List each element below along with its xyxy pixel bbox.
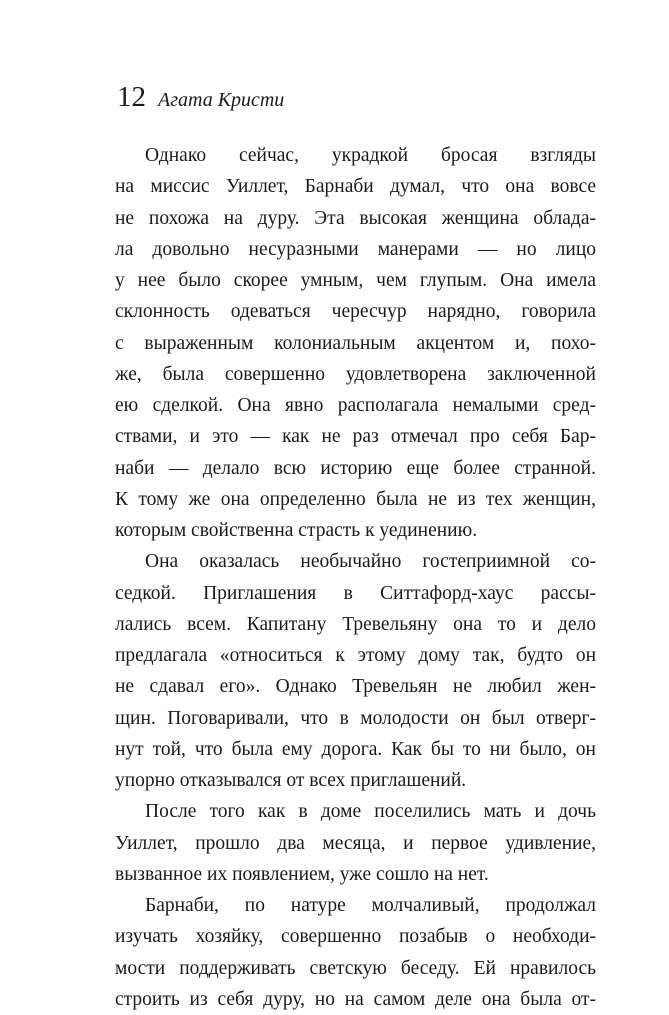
text-line: упорно отказывался от всех приглашений. bbox=[115, 770, 467, 791]
text-line: склонность одеваться чересчур нарядно, говорила bbox=[115, 301, 596, 323]
text-line: у нее было скорее умным, чем глупым. Она имела bbox=[115, 270, 596, 291]
text-line: Уиллет, прошло два месяца, и первое удивление, bbox=[115, 832, 596, 854]
text-line: же, была совершенно удовлетворена заключенной bbox=[115, 363, 596, 385]
text-line: Она оказалась необычайно гостеприимной со- bbox=[145, 551, 596, 573]
text-line: щин. Поговаривали, что в молодости он был отверг- bbox=[115, 707, 596, 729]
paragraph bbox=[115, 796, 596, 890]
text-line: наби — делало всю историю еще более странной. bbox=[115, 457, 596, 479]
text-line: Барнаби, по натуре молчаливый, продолжал bbox=[145, 895, 596, 916]
text-line: ла довольно несуразными манерами — но лицо bbox=[115, 238, 596, 260]
paragraph bbox=[115, 140, 596, 546]
text-line: После того как в доме поселились мать и дочь bbox=[145, 801, 596, 823]
text-line: с выраженным колониальным акцентом и, похо- bbox=[115, 332, 596, 354]
paragraph bbox=[115, 890, 596, 1015]
text-line: лались всем. Капитану Тревельяну она то и дело bbox=[115, 613, 596, 635]
text-line: не сдавал его». Однако Тревельян не любил жен- bbox=[115, 676, 596, 698]
text-line: строить из себя дуру, но на самом деле она была от- bbox=[115, 988, 596, 1010]
page-header bbox=[117, 80, 284, 114]
text-line: седкой. Приглашения в Ситтафорд-хаус рассы- bbox=[115, 582, 596, 604]
text-line: предлагала «относиться к этому дому так, будто он bbox=[115, 645, 596, 666]
text-line: изучать хозяйку, совершенно позабыв о необходи- bbox=[115, 926, 596, 948]
text-line: нут той, что была ему дорога. Как бы то ни было, он bbox=[115, 738, 596, 760]
text-line: ствами, и это — как не раз отмечал про себя Бар- bbox=[115, 426, 596, 448]
page-number: 12 bbox=[117, 81, 146, 113]
paragraph bbox=[115, 546, 596, 796]
text-line: не похожа на дуру. Эта высокая женщина облада- bbox=[115, 207, 596, 229]
text-line: ею сделкой. Она явно располагала немалыми сред- bbox=[115, 395, 596, 416]
text-line: Однако сейчас, украдкой бросая взгляды bbox=[145, 145, 596, 166]
running-head-author: Агата Кристи bbox=[158, 89, 285, 111]
text-line: К тому же она определенно была не из тех женщин, bbox=[115, 488, 596, 510]
body-text bbox=[115, 140, 596, 1015]
text-line: вызванное их появлением, уже сошло на нет. bbox=[115, 863, 489, 885]
text-line: на миссис Уиллет, Барнаби думал, что она вовсе bbox=[115, 176, 596, 198]
text-line: которым свойственна страсть к уединению. bbox=[115, 520, 478, 541]
text-line: мости поддерживать светскую беседу. Ей нравилось bbox=[115, 957, 596, 979]
